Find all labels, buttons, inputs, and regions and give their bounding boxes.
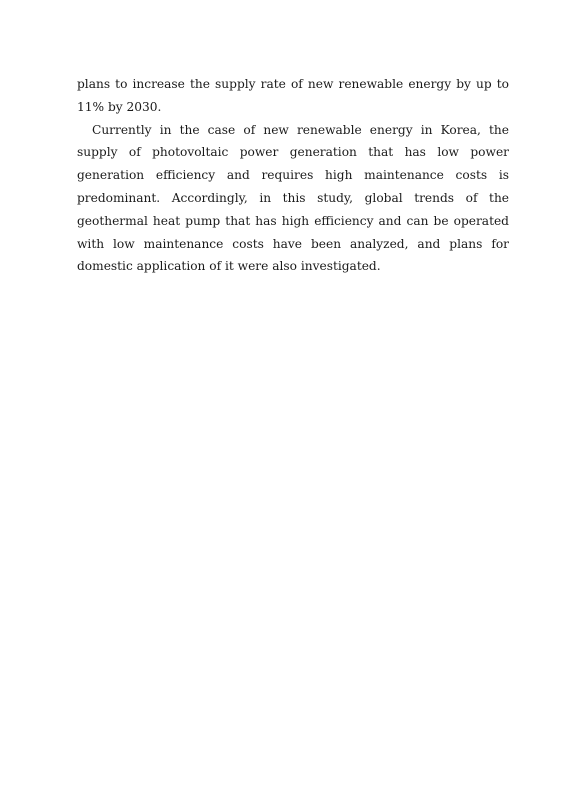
paragraph-continuation: plans to increase the supply rate of new renewable energy by up to 11% by 2030. [77, 77, 509, 114]
body-text [77, 73, 509, 278]
paragraph-geothermal-study: Currently in the case of new renewable energy in Korea, the supply of photovoltaic power generation that has low power generation efficiency and requires high maintenance costs is predominant. Accordingly, in this study, global trends of the geothermal heat pump that has high efficiency and can be operated with low maintenance costs have been analyzed, and plans for domestic application of it were also investigated. [77, 122, 509, 274]
